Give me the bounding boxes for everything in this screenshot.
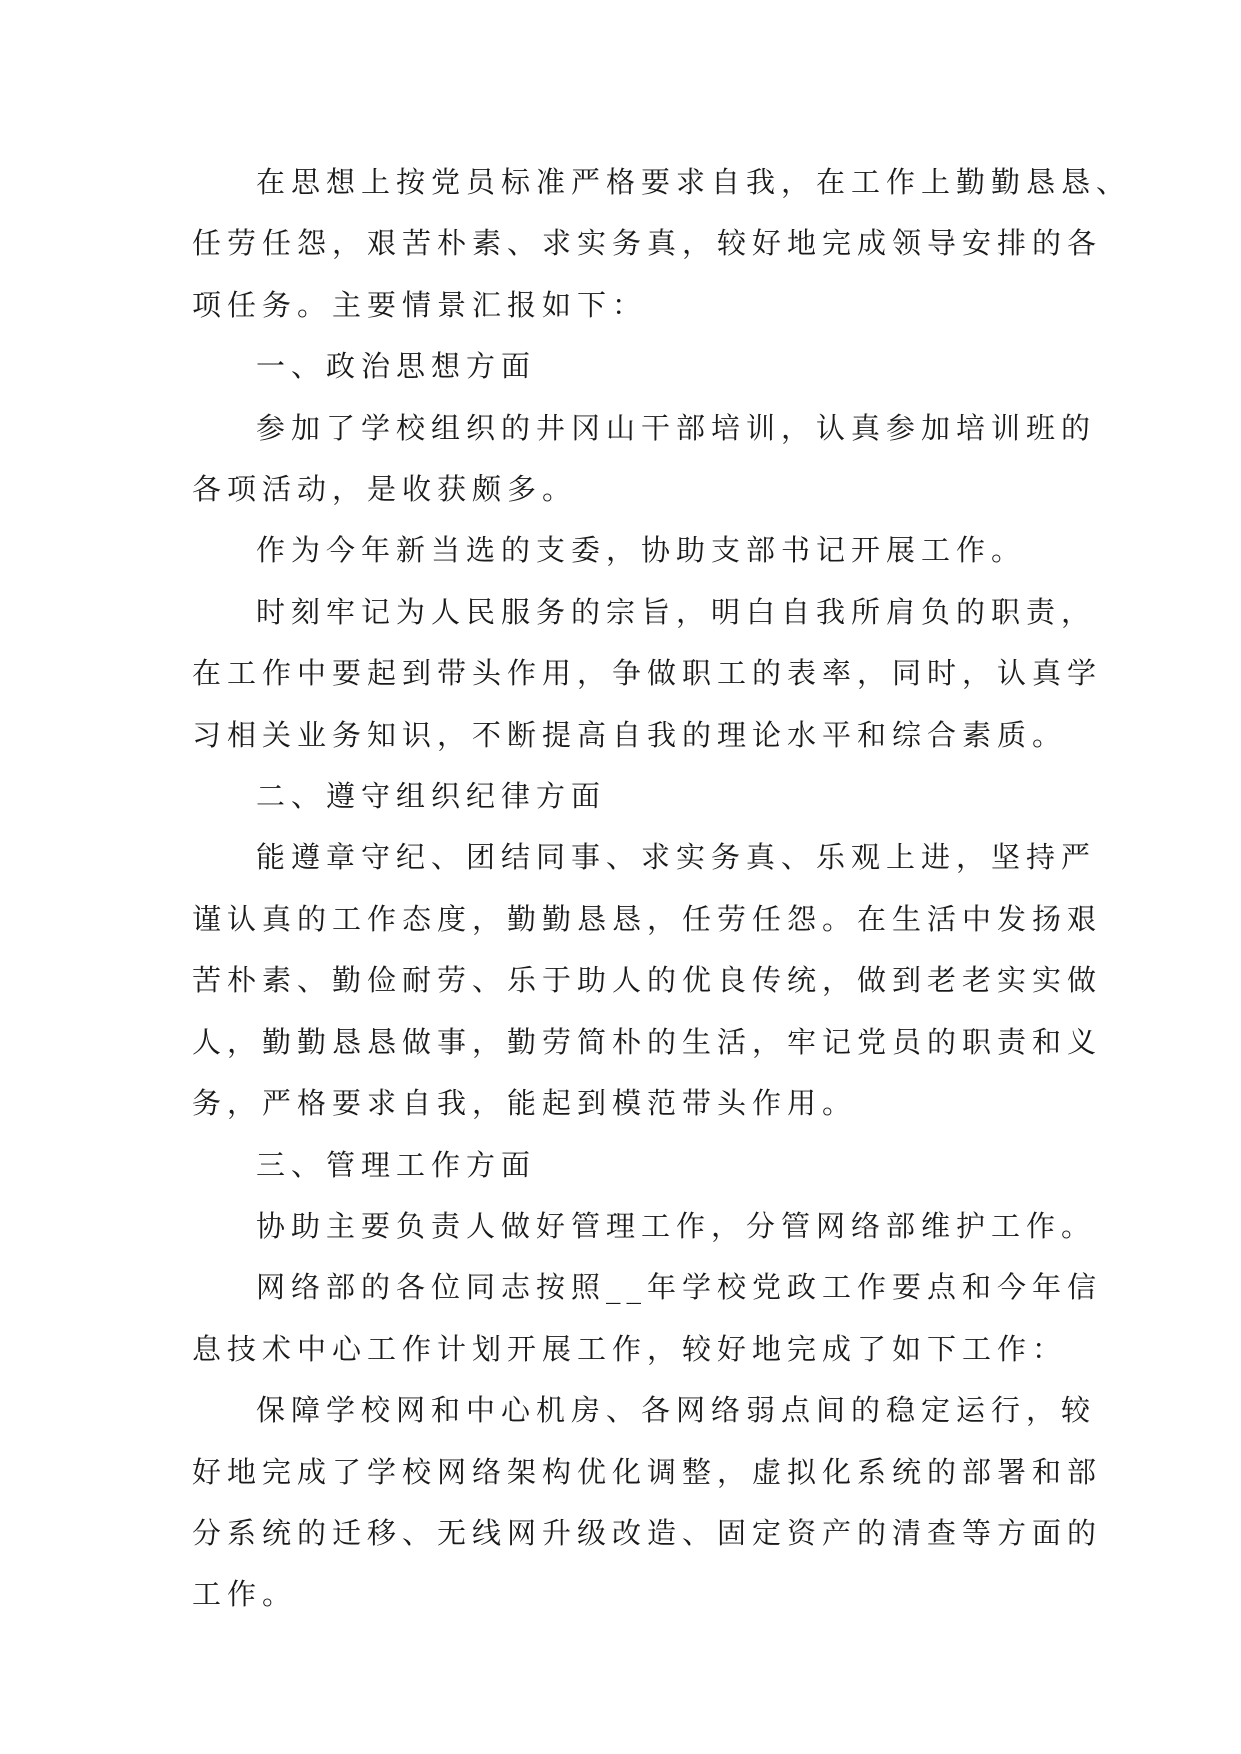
paragraph — [192, 827, 1103, 1134]
text-line: 苦朴素、勤俭耐劳、乐于助人的优良传统，做到老老实实做 — [192, 963, 1103, 998]
section-heading — [192, 766, 1052, 827]
text-line: 习相关业务知识，不断提高自我的理论水平和综合素质。 — [192, 717, 1068, 752]
text-line: 谨认真的工作态度，勤勤恳恳，任劳任怨。在生活中发扬艰 — [192, 901, 1103, 936]
paragraph — [192, 1380, 1103, 1626]
text-line: 协助主要负责人做好管理工作，分管网络部维护工作。 — [256, 1208, 1097, 1243]
text-line: 能遵章守纪、团结同事、求实务真、乐观上进，坚持严 — [256, 840, 1097, 875]
text-line: 各项活动，是收获颇多。 — [192, 472, 578, 507]
paragraph — [192, 582, 1103, 766]
document-body — [192, 152, 1132, 1626]
text-line: 保障学校网和中心机房、各网络弱点间的稳定运行，较 — [256, 1393, 1097, 1428]
paragraph — [192, 1257, 1103, 1380]
text-line: 时刻牢记为人民服务的宗旨，明白自我所肩负的职责， — [256, 594, 1097, 629]
text-line: 人，勤勤恳恳做事，勤劳简朴的生活，牢记党员的职责和义 — [192, 1024, 1103, 1059]
text-line: 网络部的各位同志按照__年学校党政工作要点和今年信 — [256, 1270, 1103, 1305]
paragraph — [192, 520, 1052, 581]
text-line: 务，严格要求自我，能起到模范带头作用。 — [192, 1086, 858, 1121]
text-line: 分系统的迁移、无线网升级改造、固定资产的清查等方面的 — [192, 1515, 1103, 1550]
text-line: 项任务。主要情景汇报如下： — [192, 287, 648, 322]
text-line: 任劳任怨，艰苦朴素、求实务真，较好地完成领导安排的各 — [192, 226, 1103, 261]
text-line: 参加了学校组织的井冈山干部培训，认真参加培训班的 — [256, 410, 1097, 445]
text-line: 好地完成了学校网络架构优化调整，虚拟化系统的部署和部 — [192, 1454, 1103, 1489]
section-heading — [192, 336, 1052, 397]
heading-text: 三、管理工作方面 — [256, 1147, 537, 1182]
text-line: 在思想上按党员标准严格要求自我，在工作上勤勤恳恳、 — [256, 165, 1132, 199]
paragraph — [192, 152, 1132, 336]
paragraph — [192, 398, 1097, 521]
heading-text: 一、政治思想方面 — [256, 349, 537, 384]
paragraph — [192, 1196, 1097, 1257]
text-line: 工作。 — [192, 1577, 298, 1612]
text-line: 作为今年新当选的支委，协助支部书记开展工作。 — [256, 533, 1027, 568]
section-heading — [192, 1135, 1052, 1196]
text-line: 息技术中心工作计划开展工作，较好地完成了如下工作： — [192, 1331, 1068, 1366]
heading-text: 二、遵守组织纪律方面 — [256, 779, 607, 814]
text-line: 在工作中要起到带头作用，争做职工的表率，同时，认真学 — [192, 656, 1103, 691]
